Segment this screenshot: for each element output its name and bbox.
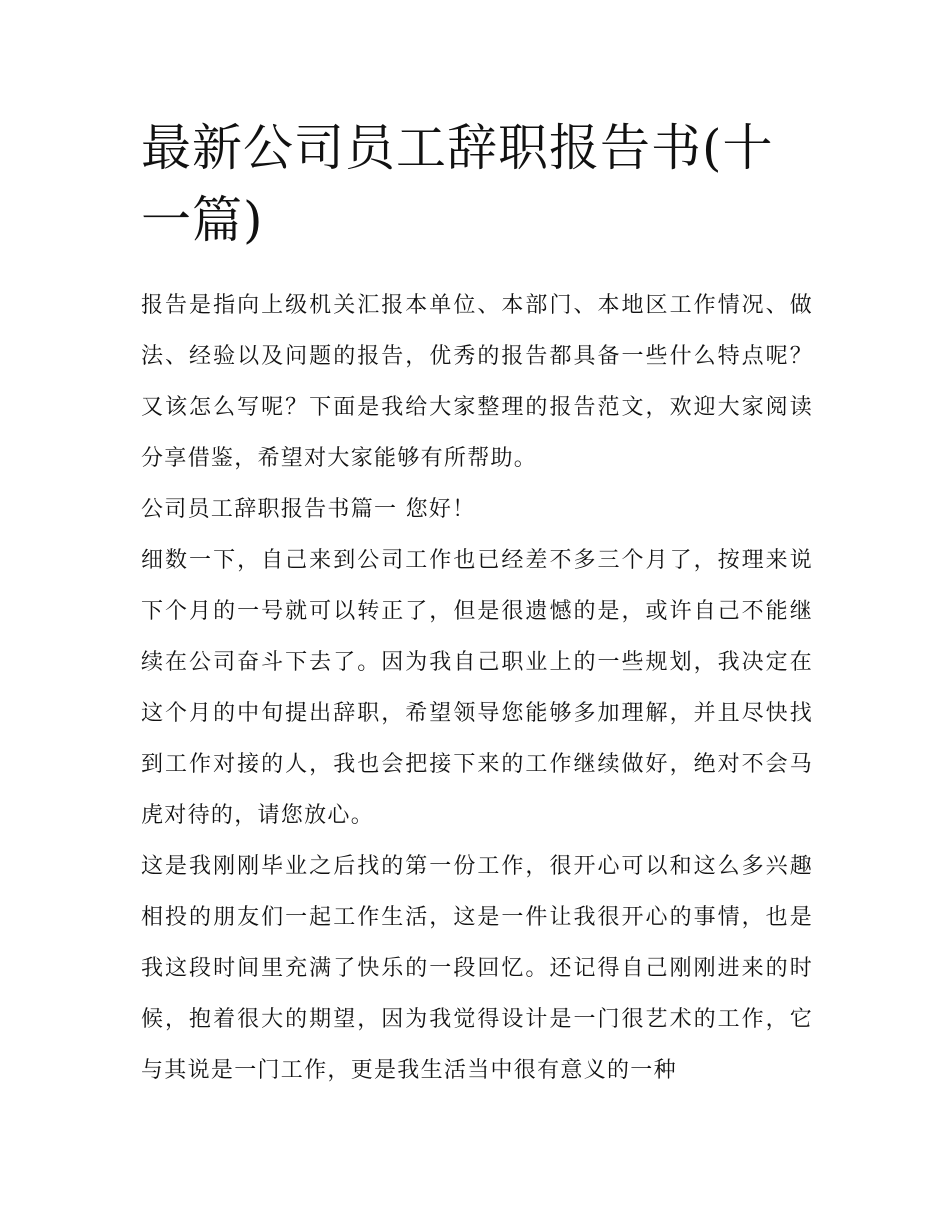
intro-paragraph: 报告是指向上级机关汇报本单位、本部门、本地区工作情况、做法、经验以及问题的报告，优秀的报告都具备一些什么特点呢？又该怎么写呢？下面是我给大家整理的报告范文，欢迎大家阅读分享借鉴，希望对大家能够有所帮助。	[141, 293, 813, 471]
document-title: 最新公司员工辞职报告书(十一篇)	[141, 119, 774, 249]
body-paragraph: 这是我刚刚毕业之后找的第一份工作，很开心可以和这么多兴趣相投的朋友们一起工作生活，这是一件让我很开心的事情，也是我这段时间里充满了快乐的一段回忆。还记得自己刚刚进来的时候，抱着很大的期望，因为我觉得设计是一门很艺术的工作，它与其说是一门工作，更是我生活当中很有意义的一种	[141, 854, 813, 1083]
section-heading-paragraph: 公司员工辞职报告书篇一 您好！	[141, 497, 476, 522]
document-page	[141, 112, 813, 1096]
document-body	[141, 280, 813, 1096]
body-paragraph: 细数一下，自己来到公司工作也已经差不多三个月了，按理来说下个月的一号就可以转正了，但是很遗憾的是，或许自己不能继续在公司奋斗下去了。因为我自己职业上的一些规划，我决定在这个月的中旬提出辞职，希望领导您能够多加理解，并且尽快找到工作对接的人，我也会把接下来的工作继续做好，绝对不会马虎对待的，请您放心。	[141, 548, 813, 828]
